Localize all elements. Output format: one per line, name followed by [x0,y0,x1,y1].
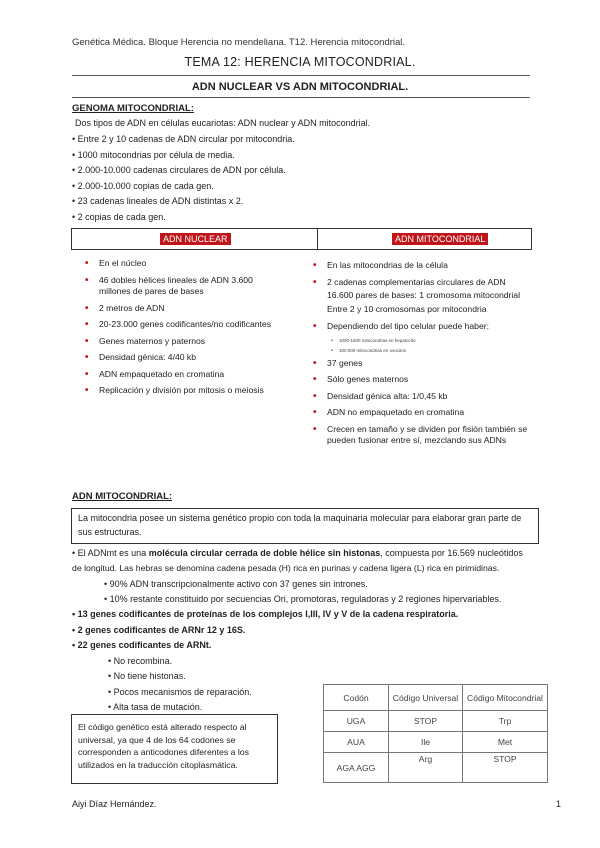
bold-bullet: • 13 genes codificantes de proteínas de los complejos I,III, IV y V de la cadena respiratoria. [72,609,459,619]
genoma-bullet: • 1000 mitocondrias por célula de media. [72,150,235,160]
list-item: • Dependiendo del tipo celular puede haber: [313,321,489,332]
list-item: • ADN no empaquetado en cromatina [313,407,465,418]
table-header: Codón [324,685,389,711]
table-header: Código Mitocondrial [462,685,547,711]
bold-bullet: • 2 genes codificantes de ARNr 12 y 16S. [72,625,246,635]
adnmt-paragraph: • El ADNmt es una molécula circular cerrada de doble hélice sin histonas, compuesta por 16.569 nucleótidos [72,548,523,558]
list-subitem: • 100.000 mitocondrias en ovocitos [331,347,407,354]
genoma-bullet: • Entre 2 y 10 cadenas de ADN circular por mitocondria. [72,134,295,144]
nuclear-list [85,258,285,402]
column-divider [317,229,318,249]
genoma-bullet: • 2.000-10.000 copias de cada gen. [72,181,214,191]
table-row: AGA AGG Arg STOP [324,753,548,783]
page-subtitle: ADN NUCLEAR VS ADN MITOCONDRIAL. [191,81,409,93]
list-item: • Crecen en tamaño y se dividen por fisión también se pueden fusionar entre sí, mezclando sus ADNs [313,423,528,445]
sub-bullet: • 90% ADN transcripcionalmente activo con 37 genes sin intrones. [104,579,368,589]
table-row: UGA STOP Trp [324,711,548,732]
running-header: Genética Médica. Bloque Herencia no mendeliana. T12. Herencia mitocondrial. [72,37,406,48]
intro-box: La mitocondria posee un sistema genético propio con toda la maquinaria molecular para elaborar gran parte de sus estructuras. [71,508,539,544]
codon-table [323,684,548,783]
feature-item: • No recombina. [108,656,173,666]
list-item: • 37 genes [313,357,363,369]
mitocondrial-list [313,260,538,452]
table-header: Código Universal [389,685,463,711]
list-item: • Genes maternos y paternos [85,335,206,347]
list-item: • ADN empaquetado en cromatina [85,368,225,380]
list-item: Entre 2 y 10 cromosomas por mitocondria [327,303,487,314]
list-item: • En el núcleo [85,258,147,269]
genoma-bullet: • 2.000-10.000 cadenas circulares de ADN por célula. [72,165,286,175]
page-number: 1 [556,799,562,809]
feature-item: • Pocos mecanismos de reparación. [108,687,252,697]
genoma-intro: Dos tipos de ADN en células eucariotas: ADN nuclear y ADN mitocondrial. [75,118,371,128]
sub-bullet: • 10% restante constituido por secuencias Ori, promotoras, reguladoras y 2 regiones hipervariables. [104,594,502,604]
feature-item: • No tiene histonas. [108,671,186,681]
list-subitem: • 1000-1600 mitocondrias en hepatocito [331,337,416,344]
subtitle-divider [72,97,530,98]
adnmt-paragraph-line2: de longitud. Las hebras se denomina cadena pesada (H) rica en purinas y cadena ligera (L) rica en pirimidinas. [72,563,500,573]
adn-mitocondrial-header: ADN MITOCONDRIAL [392,233,488,245]
list-item: 16.600 pares de bases: 1 cromosoma mitocondrial [327,290,520,300]
list-item: • En las mitocondrias de la célula [313,260,448,271]
table-header-row [324,685,548,711]
adn-mito-heading: ADN MITOCONDRIAL: [72,491,173,502]
table-row: AUA Ile Met [324,732,548,753]
adn-nuclear-header: ADN NUCLEAR [160,233,231,245]
bold-bullet: • 22 genes codificantes de ARNt. [72,640,212,650]
page-title: TEMA 12: HERENCIA MITOCONDRIAL. [184,55,416,69]
feature-item: • Alta tasa de mutación. [108,702,203,712]
footer-author: Aiyi Díaz Hernández. [72,799,157,809]
genoma-heading: GENOMA MITOCONDRIAL: [72,103,194,114]
genoma-bullet: • 23 cadenas lineales de ADN distintas x 2. [72,196,244,206]
genoma-bullet: • 2 copias de cada gen. [72,212,166,222]
list-item: • 46 dobles hélices lineales de ADN 3.600 millones de pares de bases [85,274,253,296]
genetic-code-note: El código genético está alterado respecto al universal, ya que 4 de los 64 codones se corresponden a anticodones diferentes a los utilizados en la traducción citoplasmática. [71,714,278,784]
list-item: • Densidad génica alta: 1/0,45 kb [313,390,448,402]
list-item: • 20-23.000 genes codificantes/no codificantes [85,319,271,330]
list-item: • 2 cadenas complementarias circulares de ADN [313,276,506,288]
title-divider [72,75,530,76]
list-item: • 2 metros de ADN [85,302,165,314]
list-item: • Densidad génica: 4/40 kb [85,352,196,363]
list-item: • Sólo genes maternos [313,374,409,385]
list-item: • Replicación y división por mitosis o meiosis [85,385,264,396]
comparison-header-row [71,228,532,250]
